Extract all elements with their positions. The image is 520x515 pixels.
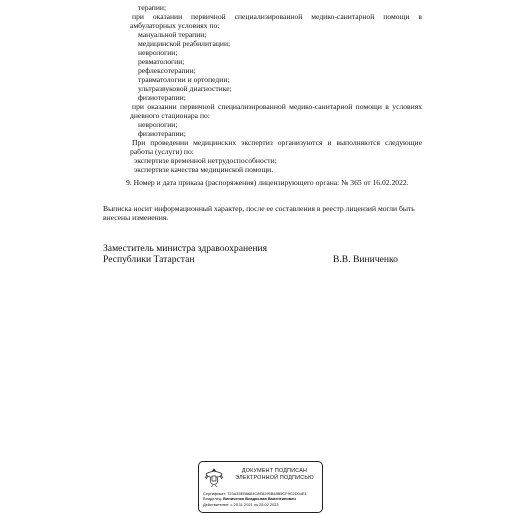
disclaimer-line: Выписка носит информационный характер, после ее составления в реестр лицензий могли быть xyxy=(103,204,415,213)
list-line: экспертизе качества медицинской помощи. xyxy=(134,165,274,174)
list-line: ревматологии; xyxy=(138,57,185,66)
signer-region: Республики Татарстан xyxy=(103,254,195,265)
list-line: при оказании первичной специализированной медико-санитарной помощи в xyxy=(132,12,422,21)
electronic-signature-stamp xyxy=(198,461,323,513)
list-line: неврологии; xyxy=(138,120,178,129)
signer-name: В.В. Виниченко xyxy=(333,254,398,265)
list-line: ультразвуковой диагностике; xyxy=(138,84,232,93)
list-line: физиотерапии; xyxy=(138,93,186,102)
list-line: амбулаторных условиях по: xyxy=(130,21,220,30)
list-line: при оказании первичной специализированной медико-санитарной помощи в условиях xyxy=(132,102,422,111)
state-emblem-icon xyxy=(203,466,225,488)
certificate-row: Сертификат: 723A35EB6684C8E8295B48B5CF9C2D04E1 xyxy=(203,491,307,496)
certificate-value: 723A35EB6684C8E8295B48B5CF9C2D04E1 xyxy=(227,491,307,496)
list-line: неврологии; xyxy=(138,48,178,57)
stamp-title-line: ЭЛЕКТРОННОЙ ПОДПИСЬЮ xyxy=(235,474,314,481)
list-line: медицинской реабилитации; xyxy=(138,39,231,48)
list-line: терапии; xyxy=(138,3,167,12)
stamp-title xyxy=(229,468,320,481)
list-line: экспертизе временной нетрудоспособности; xyxy=(134,156,277,165)
order-number-line: 9. Номер и дата приказа (распоряжения) лицензирующего органа: № 365 от 16.02.2022. xyxy=(126,178,409,187)
list-line: травматологии и ортопедии; xyxy=(138,75,230,84)
stamp-title-line: ДОКУМЕНТ ПОДПИСАН xyxy=(241,468,308,474)
owner-value: Виниченко Владислав Валентинович xyxy=(223,496,296,502)
list-line: дневного стационара по: xyxy=(130,111,210,120)
owner-row: Владелец: Виниченко Владислав Валентинович xyxy=(203,496,296,502)
validity-row: Действителен: с 25.11.2021 по 25.02.2023 xyxy=(203,501,279,507)
disclaimer-line: внесены изменения. xyxy=(103,213,169,222)
list-line: При проведении медицинских экспертиз организуются и выполняются следующие xyxy=(132,138,422,147)
list-line: работы (услуги) по: xyxy=(130,147,194,156)
validity-value: с 25.11.2021 по 25.02.2023 xyxy=(230,501,279,507)
list-line: мануальной терапии; xyxy=(138,30,207,39)
signer-position: Заместитель министра здравоохранения xyxy=(103,243,268,254)
list-line: рефлексотерапии; xyxy=(138,66,196,75)
stamp-details xyxy=(203,491,320,507)
list-line: физиотерапии; xyxy=(138,129,186,138)
